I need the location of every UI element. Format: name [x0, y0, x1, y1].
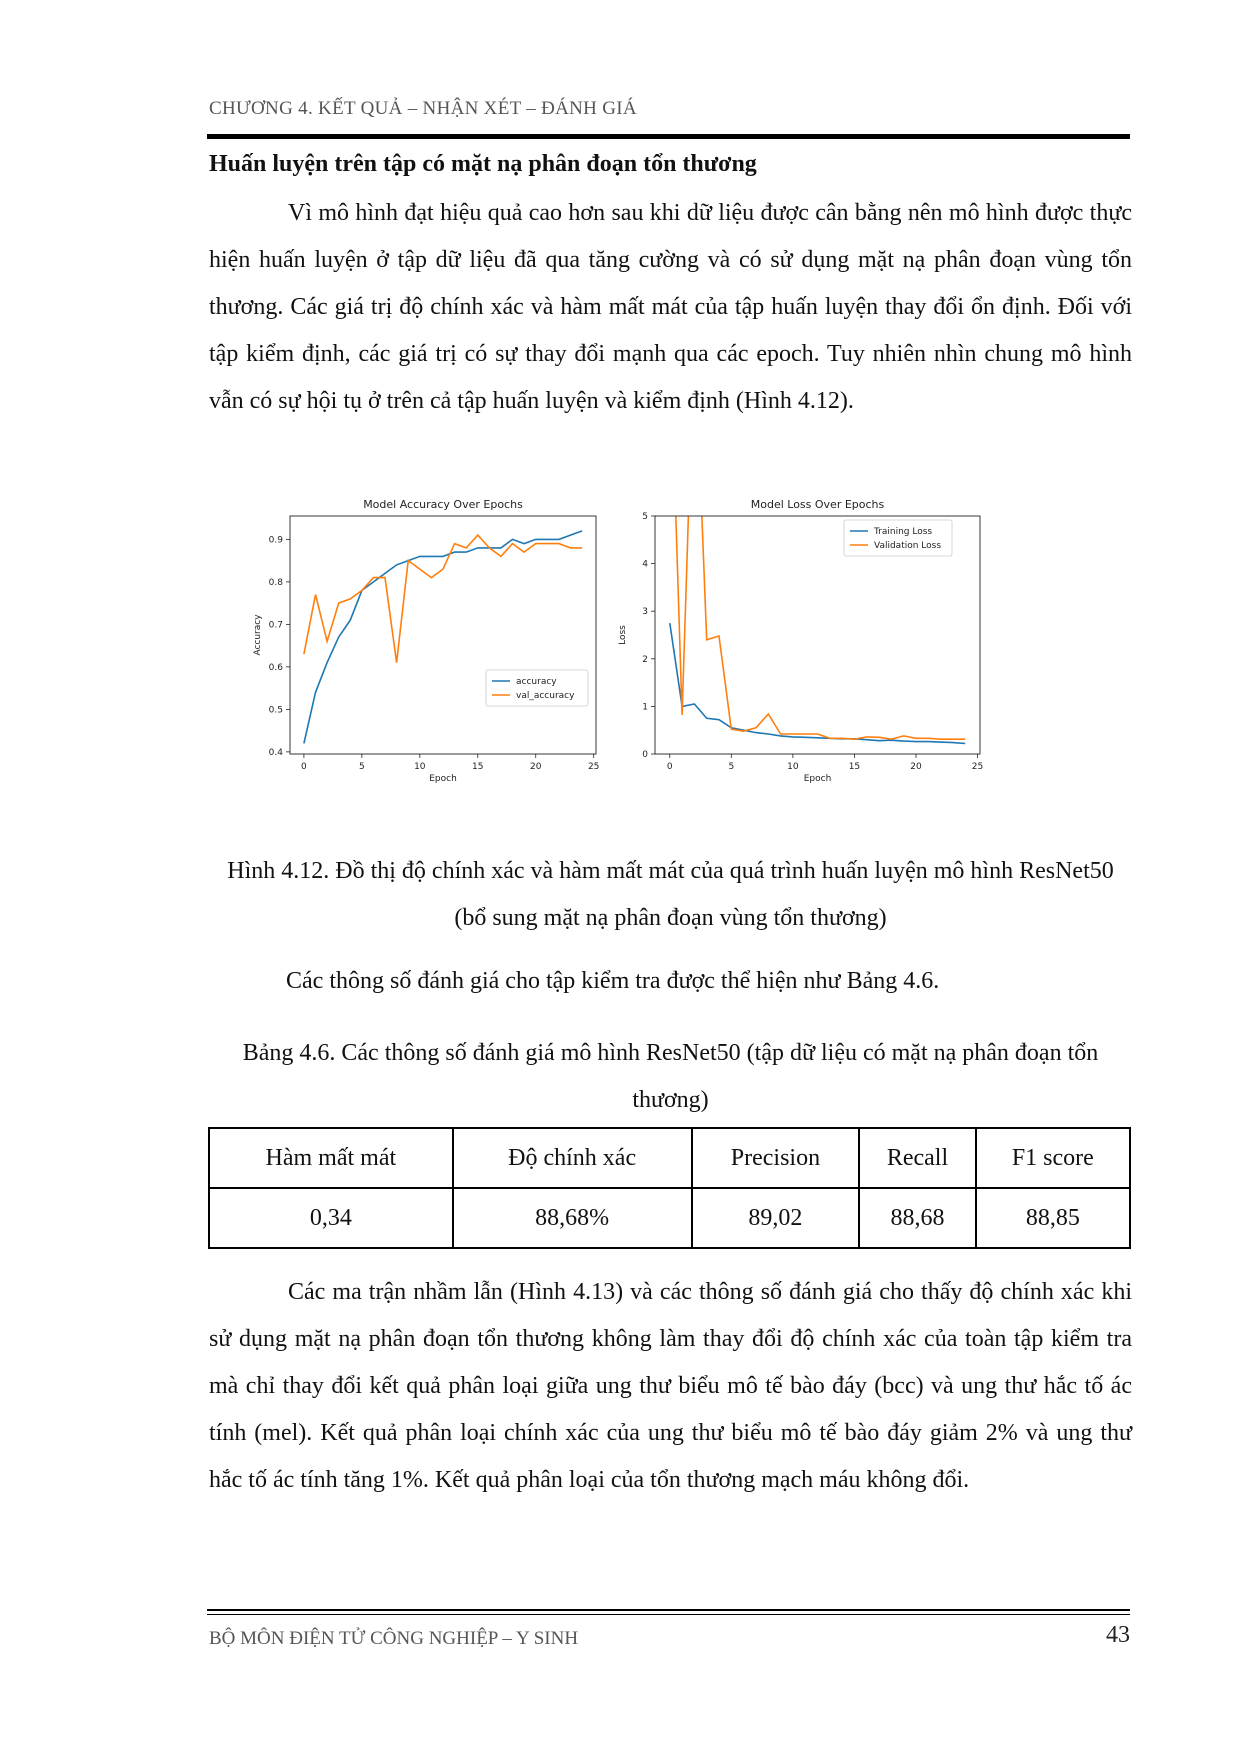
y-tick-label: 0	[642, 750, 648, 760]
legend-label: Training Loss	[874, 527, 933, 537]
y-tick-label: 5	[642, 512, 648, 522]
x-tick-label: 15	[472, 762, 484, 772]
x-tick-label: 5	[728, 762, 735, 772]
footer-department: BỘ MÔN ĐIỆN TỬ CÔNG NGHIỆP – Y SINH	[209, 1628, 579, 1649]
x-tick-label: 20	[910, 762, 922, 772]
paragraph-text: Vì mô hình đạt hiệu quả cao hơn sau khi dữ liệu được cân bằng nên mô hình được thực hiện huấn luyện ở tập dữ liệu đã qua tăng cường và có sử dụng mặt nạ phân đoạn vùng tổn thương. Các giá trị độ chính xác và hàm mất mát của tập huấn luyện thay đổi ổn định. Đối với tập kiểm định, các giá trị có sự thay đổi mạnh qua các epoch. Tuy nhiên nhìn chung mô hình vẫn có sự hội tụ ở trên cả tập huấn luyện và kiểm định (Hình 4.12).	[209, 200, 1132, 414]
body-paragraph-3	[209, 1269, 1132, 1504]
loss-chart	[618, 492, 983, 784]
running-header: CHƯƠNG 4. KẾT QUẢ – NHẬN XÉT – ĐÁNH GIÁ	[209, 98, 637, 119]
plot-frame	[290, 516, 596, 754]
y-tick-label: 0.9	[268, 535, 283, 546]
x-axis-label: Epoch	[803, 774, 832, 784]
training-curves-figure	[250, 492, 1090, 822]
legend-label: Validation Loss	[874, 541, 942, 551]
y-tick-label: 2	[642, 654, 648, 665]
footer-rule	[207, 1609, 1130, 1611]
header-cell: Recall	[859, 1128, 975, 1188]
y-axis-label: Accuracy	[253, 614, 263, 656]
figure-charts	[250, 492, 1090, 822]
metrics-table	[208, 1127, 1131, 1249]
x-tick-label: 20	[530, 762, 542, 772]
chart-title: Model Accuracy Over Epochs	[363, 498, 523, 511]
series-line-val_accuracy	[304, 535, 582, 663]
table-caption: Bảng 4.6. Các thông số đánh giá mô hình ResNet50 (tập dữ liệu có mặt nạ phân đoạn tổn thương)	[242, 1040, 1099, 1113]
header-cell: Precision	[692, 1128, 860, 1188]
y-tick-label: 0.8	[268, 577, 283, 588]
table-row	[209, 1188, 1130, 1248]
y-tick-label: 3	[642, 607, 648, 618]
x-tick-label: 0	[301, 762, 307, 772]
table-intro-text: Các thông số đánh giá cho tập kiểm tra được thể hiện như Bảng 4.6.	[286, 968, 940, 994]
value-cell: 89,02	[692, 1188, 860, 1248]
paragraph-text: Các ma trận nhầm lẫn (Hình 4.13) và các thông số đánh giá cho thấy độ chính xác khi sử dụng mặt nạ phân đoạn tổn thương không làm thay đổi độ chính xác của toàn tập kiểm tra mà chỉ thay đổi kết quả phân loại giữa ung thư biểu mô tế bào đáy (bcc) và ung thư hắc tố ác tính (mel). Kết quả phân loại chính xác của ung thư biểu mô tế bào đáy giảm 2% và ung thư hắc tố ác tính tăng 1%. Kết quả phân loại của tổn thương mạch máu không đổi.	[209, 1279, 1132, 1493]
y-tick-label: 0.7	[268, 620, 283, 631]
table-header-row	[209, 1128, 1130, 1188]
y-tick-label: 0.6	[268, 662, 283, 673]
value-cell: 88,68	[859, 1188, 975, 1248]
y-tick-label: 0.4	[268, 747, 283, 758]
x-tick-label: 25	[971, 762, 984, 772]
accuracy-chart	[253, 498, 599, 784]
series-line-accuracy	[304, 531, 582, 744]
header-rule	[207, 134, 1130, 139]
section-title: Huấn luyện trên tập có mặt nạ phân đoạn tổn thương	[209, 151, 757, 177]
x-axis-label: Epoch	[429, 774, 457, 784]
chart-title: Model Loss Over Epochs	[750, 498, 885, 511]
header-cell: F1 score	[976, 1128, 1130, 1188]
x-tick-label: 15	[848, 762, 861, 772]
x-tick-label: 0	[666, 762, 673, 772]
value-cell: 0,34	[209, 1188, 453, 1248]
x-tick-label: 5	[358, 762, 365, 772]
page-number: 43	[1106, 1622, 1130, 1648]
header-cell: Độ chính xác	[453, 1128, 692, 1188]
legend-label: val_accuracy	[516, 691, 575, 701]
y-tick-label: 4	[642, 559, 648, 570]
body-paragraph-1	[209, 190, 1132, 425]
x-tick-label: 10	[787, 762, 799, 772]
series-line-training-loss	[670, 623, 965, 743]
value-cell: 88,68%	[453, 1188, 692, 1248]
x-tick-label: 10	[414, 762, 426, 772]
figure-caption: Hình 4.12. Đồ thị độ chính xác và hàm mất mát của quá trình huấn luyện mô hình ResNet50 (bổ sung mặt nạ phân đoạn vùng tổn thương)	[227, 858, 1114, 931]
value-cell: 88,85	[976, 1188, 1130, 1248]
x-tick-label: 25	[587, 762, 600, 772]
legend-label: accuracy	[516, 677, 557, 687]
y-tick-label: 1	[642, 702, 648, 713]
y-axis-label: Loss	[618, 625, 628, 645]
header-cell: Hàm mất mát	[209, 1128, 453, 1188]
y-tick-label: 0.5	[268, 705, 283, 716]
footer-rule	[207, 1614, 1130, 1615]
